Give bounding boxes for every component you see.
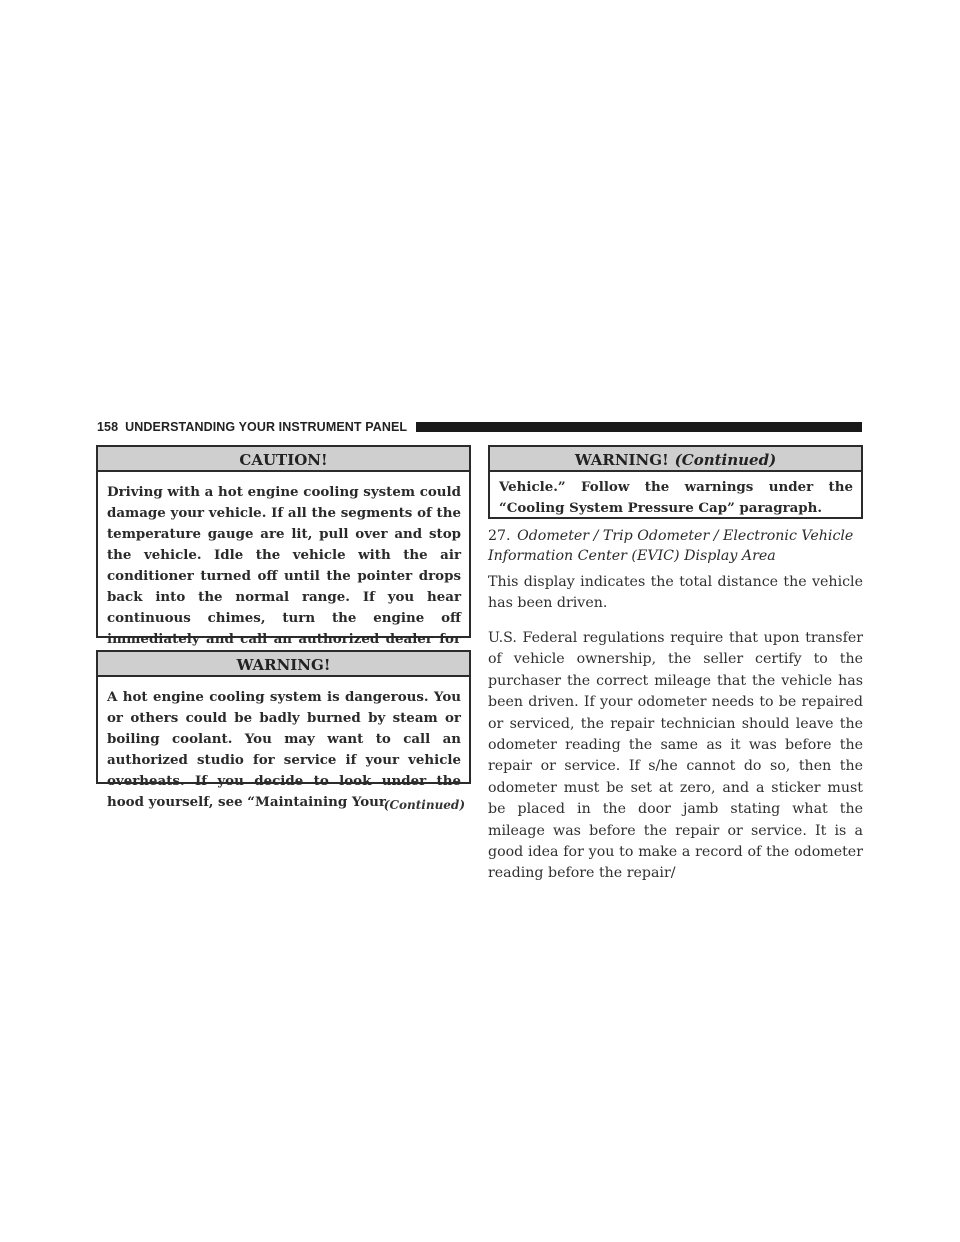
section-number: 27.	[488, 528, 511, 544]
warning-continued-tag: (Continued)	[674, 451, 777, 469]
caution-text: Driving with a hot engine cooling system could damage your vehicle. If all the segments of the temperature gauge are lit, pull over and stop the vehicle. Idle the vehicle with the air conditioner turned off until the pointer drops back into the normal range. If you hear continuous chimes, turn the engine off immediately and call an authorized dealer for	[107, 484, 461, 647]
body-paragraph: This display indicates the total distance the vehicle has been driven.	[488, 574, 863, 612]
warning-text: A hot engine cooling system is dangerous. You or others could be badly burned by steam or boiling coolant. You may want to call an authorized studio for service if your vehicle overheats. If you decide to look under the hood yourself, see “Maintaining Your	[107, 689, 461, 810]
warning-continued-title: WARNING!	[574, 451, 669, 469]
section-title: UNDERSTANDING YOUR INSTRUMENT PANEL	[125, 420, 408, 434]
page-header	[97, 418, 862, 436]
warning-continued-box	[488, 445, 863, 519]
warning-title: WARNING!	[98, 652, 469, 677]
section-heading-text: Odometer / Trip Odometer / Electronic Vehicle Information Center (EVIC) Display Area	[488, 528, 854, 564]
section-heading	[488, 526, 863, 566]
warning-continued-header	[490, 447, 861, 472]
warning-continued-text: Vehicle.” Follow the warnings under the “Cooling System Pressure Cap” paragraph.	[499, 479, 853, 516]
page-number: 158	[97, 420, 119, 434]
header-rule	[416, 422, 862, 432]
caution-title: CAUTION!	[98, 447, 469, 472]
continued-label: (Continued)	[383, 798, 465, 812]
caution-box	[96, 445, 471, 647]
body-paragraph: U.S. Federal regulations require that upon transfer of vehicle ownership, the seller certify to the purchaser the correct mileage that the vehicle has been driven. If your odometer needs to be repaired or serviced, the repair technician should leave the odometer reading the same as it was before the repair or service. If s/he cannot do so, then the odometer must be set at zero, and a sticker must be placed in the door jamb stating what the mileage was before the repair or service. It is a good idea for you to make a record of the odometer reading before the repair/	[488, 630, 863, 882]
